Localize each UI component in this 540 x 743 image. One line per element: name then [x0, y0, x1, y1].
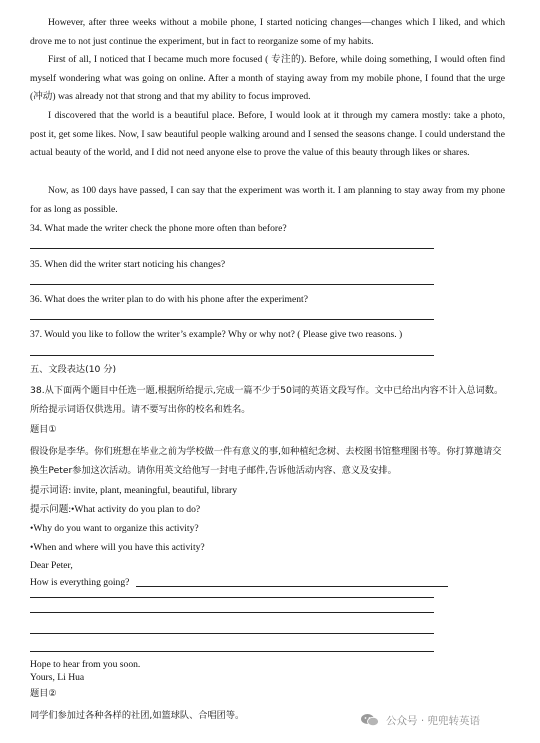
writing-line-1 [30, 597, 434, 598]
email-opening: How is everything going? [30, 577, 130, 588]
topic-1-text: 假设你是李华。你们班想在毕业之前为学校做一件有意义的事,如种植纪念树、去校图书馆整理图书等。你打算邀请交换生Peter参加这次活动。请你用英文给他写一封电子邮件,告诉他活动内容、意义及安排。 [30, 446, 502, 476]
wechat-icon [360, 713, 380, 727]
email-signature: Yours, Li Hua [30, 672, 85, 683]
writing-line-4 [30, 651, 434, 652]
passage-paragraph-4: Now, as 100 days have passed, I can say that the experiment was worth it. I am planning to stay away from my phone for as long as possible. [30, 185, 505, 215]
watermark-text: 公众号 · 兜兜转英语 [386, 714, 481, 727]
answer-line-36 [30, 319, 434, 320]
email-closing: Hope to hear from you soon. [30, 659, 141, 670]
prompt-question-3: •When and where will you have this activity? [30, 542, 205, 553]
keyword-hints: 提示词语: invite, plant, meaningful, beautiful, library [30, 485, 238, 496]
writing-instruction: 38.从下面两个题目中任选一题,根据所给提示,完成一篇不少于50词的英语文段写作。文中已给出内容不计入总词数。所给提示词语仅供选用。请不要写出你的校名和姓名。 [30, 385, 504, 415]
section-title: 五、文段表达(10 分) [30, 364, 117, 375]
topic-1-label: 题目① [30, 424, 57, 435]
prompt-question-2: •Why do you want to organize this activity? [30, 523, 199, 534]
writing-line-0 [136, 586, 448, 587]
question-34: 34. What made the writer check the phone more often than before? [30, 223, 287, 234]
passage-paragraph-1: However, after three weeks without a mobile phone, I started noticing changes—changes which I liked, and which drove me to not just continue the experiment, but in fact to reorganize some of my habits. [30, 17, 505, 47]
topic-2-label: 题目② [30, 688, 57, 699]
writing-line-2 [30, 612, 434, 613]
answer-line-37 [30, 355, 434, 356]
prompt-question-1: 提示问题:•What activity do you plan to do? [30, 504, 201, 515]
email-greeting: Dear Peter, [30, 560, 73, 571]
topic-2-text: 同学们参加过各种各样的社团,如篮球队、合唱团等。 [30, 710, 245, 721]
answer-line-34 [30, 248, 434, 249]
question-37: 37. Would you like to follow the writer’s example? Why or why not? ( Please give two reasons. ) [30, 329, 403, 340]
watermark [360, 709, 480, 731]
question-35: 35. When did the writer start noticing his changes? [30, 259, 226, 270]
passage-paragraph-2: First of all, I noticed that I became much more focused ( 专注的). Before, while doing something, I would often find myself wondering what was going on online. After a month of staying away from my mobile phone, I found that the urge (冲动) was already not that strong and that my ability to focus improved. [30, 54, 505, 103]
writing-line-3 [30, 633, 434, 634]
passage-paragraph-3: I discovered that the world is a beautiful place. Before, I would look at it through my camera mostly: take a photo, post it, get some likes. Now, I saw beautiful people walking around and I sensed the seasons change. I could understand the actual beauty of the world, and I did not need anyone else to prove the value of this beauty through likes or shares. [30, 110, 505, 159]
answer-line-35 [30, 284, 434, 285]
question-36: 36. What does the writer plan to do with his phone after the experiment? [30, 294, 308, 305]
